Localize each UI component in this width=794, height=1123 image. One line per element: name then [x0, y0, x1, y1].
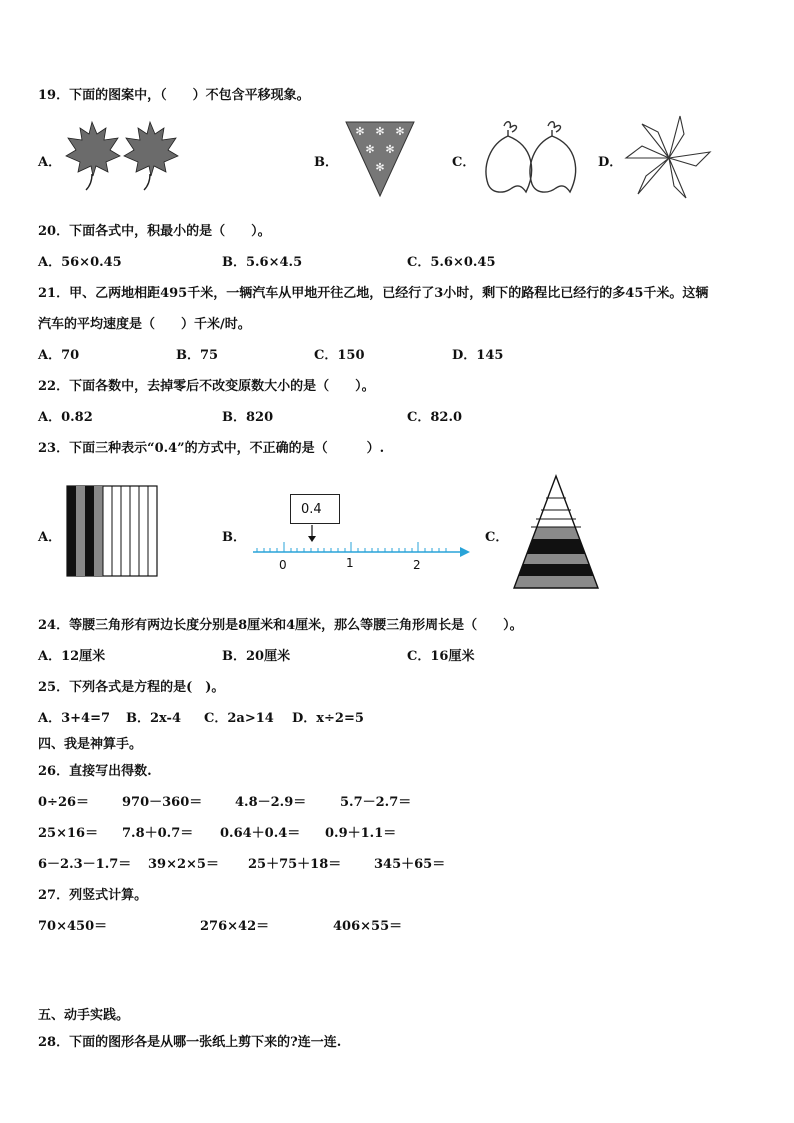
q20-option-b: B．5.6×4.5 — [222, 255, 303, 270]
q20-stem: 20．下面各式中，积最小的是（ ）。 — [38, 224, 271, 239]
q26-item: 7.8＋0.7＝ — [122, 826, 194, 841]
q26-item: 0.9＋1.1＝ — [325, 826, 397, 841]
q22-option-c: C．82.0 — [407, 410, 463, 425]
q26-item: 970－360＝ — [122, 795, 203, 810]
q26-item: 0.64＋0.4＝ — [220, 826, 301, 841]
q21-stem-line2: 汽车的平均速度是（ ）千米/时。 — [38, 317, 251, 332]
q20-option-a: A．56×0.45 — [38, 255, 122, 270]
q22-option-a: A．0.82 — [38, 410, 93, 425]
q28-stem: 28．下面的图形各是从哪一张纸上剪下来的?连一连. — [38, 1035, 342, 1050]
bird-outline-figure — [482, 118, 582, 202]
q20-option-c: C．5.6×0.45 — [407, 255, 496, 270]
q25-option-b: B．2x-4 — [126, 711, 181, 726]
q25-option-a: A．3+4=7 — [38, 711, 111, 726]
q23-option-a-label: A． — [38, 530, 62, 545]
q21-stem-line1: 21．甲、乙两地相距495千米，一辆汽车从甲地开往乙地，已经行了3小时，剩下的路程比已经行的多45千米。这辆 — [38, 286, 709, 301]
q23-option-b-label: B． — [222, 530, 246, 545]
svg-text:✻: ✻ — [395, 125, 405, 138]
q26-item: 39×2×5＝ — [148, 857, 219, 872]
q19-option-c-label: C． — [452, 155, 476, 170]
striped-triangle-figure — [512, 474, 602, 596]
q19-option-a-label: A． — [38, 155, 62, 170]
section-4-heading: 四、我是神算手。 — [38, 737, 143, 752]
q25-option-c: C．2a>14 — [204, 711, 274, 726]
q24-option-b: B．20厘米 — [222, 649, 291, 664]
section-5-heading: 五、动手实践。 — [38, 1008, 130, 1023]
svg-text:✻: ✻ — [375, 125, 385, 138]
q26-item: 4.8－2.9＝ — [235, 795, 307, 810]
svg-text:✻: ✻ — [375, 161, 385, 174]
q24-option-c: C．16厘米 — [407, 649, 475, 664]
q24-stem: 24．等腰三角形有两边长度分别是8厘米和4厘米，那么等腰三角形周长是（ ）。 — [38, 618, 523, 633]
q21-option-a: A．70 — [38, 348, 80, 363]
axis-label-0: 0 — [279, 558, 287, 572]
q26-item: 25×16＝ — [38, 826, 99, 841]
pinwheel-figure — [624, 112, 714, 208]
q23-option-c-label: C． — [485, 530, 509, 545]
q24-option-a: A．12厘米 — [38, 649, 106, 664]
number-line-figure — [250, 492, 472, 574]
svg-text:✻: ✻ — [355, 125, 365, 138]
axis-label-1: 1 — [346, 556, 354, 570]
q26-item: 6－2.3－1.7＝ — [38, 857, 132, 872]
axis-label-2: 2 — [413, 558, 421, 572]
q26-item: 5.7－2.7＝ — [340, 795, 412, 810]
q22-option-b: B．820 — [222, 410, 274, 425]
q26-item: 25＋75＋18＝ — [248, 857, 342, 872]
q26-item: 0÷26＝ — [38, 795, 90, 810]
triangle-snowflakes-figure — [344, 120, 416, 202]
q25-option-d: D．x÷2=5 — [292, 711, 364, 726]
maple-leaves-figure — [62, 118, 182, 198]
shaded-strips-figure — [66, 485, 160, 583]
q27-item: 276×42＝ — [200, 919, 270, 934]
q21-option-c: C．150 — [314, 348, 365, 363]
q19-option-b-label: B． — [314, 155, 338, 170]
svg-text:✻: ✻ — [385, 143, 395, 156]
q19-option-d-label: D． — [598, 155, 623, 170]
value-box: 0.4 — [290, 494, 340, 524]
q21-option-d: D．145 — [452, 348, 504, 363]
q23-stem: 23．下面三种表示“0.4”的方式中，不正确的是（ ）. — [38, 441, 385, 456]
q27-stem: 27．列竖式计算。 — [38, 888, 148, 903]
q26-stem: 26．直接写出得数. — [38, 764, 152, 779]
q27-item: 406×55＝ — [333, 919, 403, 934]
q21-option-b: B．75 — [176, 348, 219, 363]
q22-stem: 22．下面各数中，去掉零后不改变原数大小的是（ ）。 — [38, 379, 375, 394]
q26-item: 345＋65＝ — [374, 857, 446, 872]
q25-stem: 25．下列各式是方程的是( )。 — [38, 680, 225, 695]
svg-text:✻: ✻ — [365, 143, 375, 156]
q27-item: 70×450＝ — [38, 919, 108, 934]
q19-stem: 19．下面的图案中，（ ）不包含平移现象。 — [38, 88, 310, 103]
